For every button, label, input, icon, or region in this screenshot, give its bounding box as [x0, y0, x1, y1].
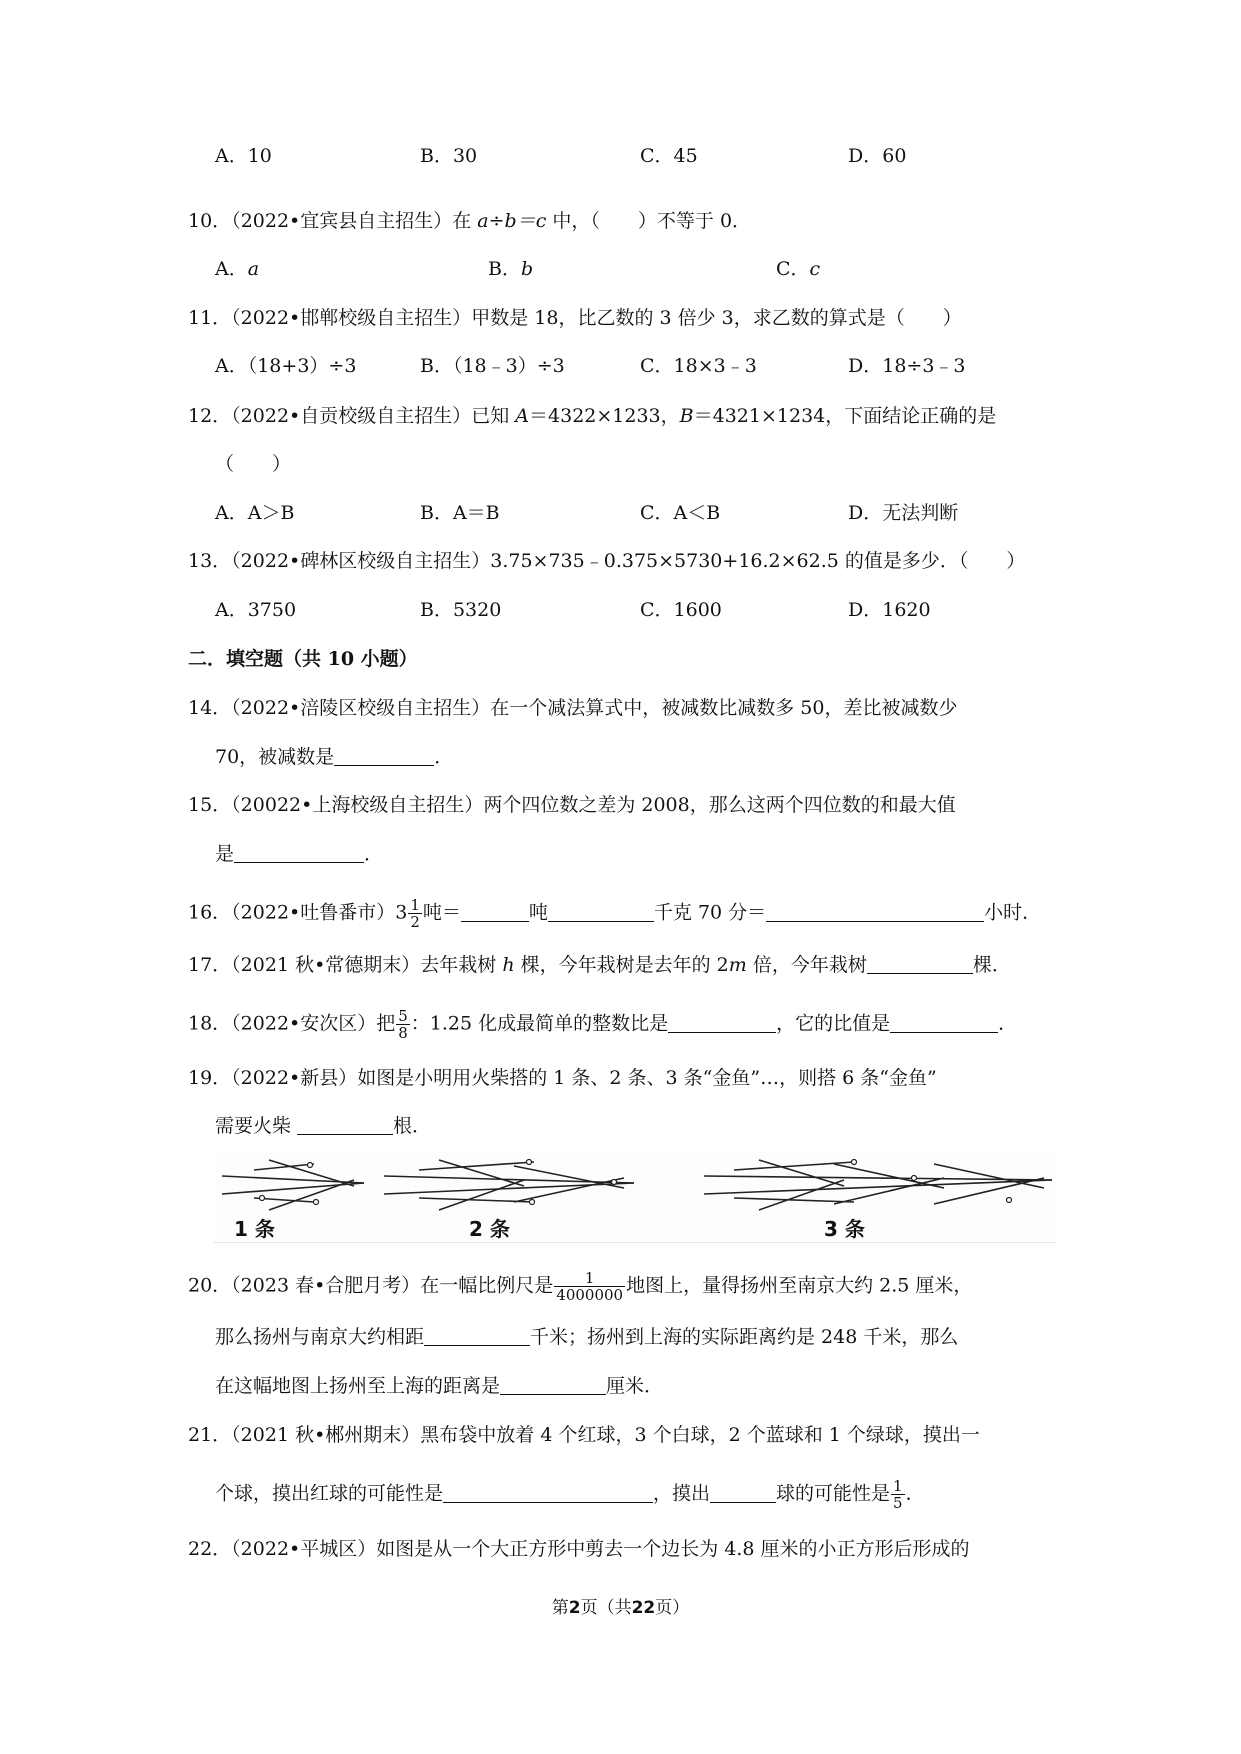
figure-label-3: 3 条 [824, 1217, 865, 1241]
q22-line1: 22．（2022•平城区）如图是从一个大正方形中剪去一个边长为 4.8 厘米的小正方形后形成的 [188, 1538, 970, 1560]
q21-line1: 21．（2021 秋•郴州期末）黑布袋中放着 4 个红球，3 个白球，2 个蓝球和 1 个绿球，摸出一 [188, 1424, 980, 1446]
q13-stem: 13．（2022•碑林区校级自主招生）3.75×735﹣0.375×5730+16.2×62.5 的值是多少．（ ） [188, 550, 1026, 572]
q13-option-d: D．1620 [848, 599, 931, 621]
q17-stem: 17．（2021 秋•常德期末）去年栽树 h 棵，今年栽树是去年的 2m 倍，今年栽树 棵． [188, 954, 1011, 976]
q11-option-b: B．（18﹣3）÷3 [420, 355, 565, 377]
q12-option-a: A．A＞B [215, 502, 295, 524]
q12-option-d: D．无法判断 [848, 502, 959, 524]
q18-blank-1[interactable] [668, 1012, 776, 1033]
q9-option-a: A．10 [215, 145, 272, 167]
q19-answer-blank[interactable] [297, 1114, 393, 1135]
q20-line3: 在这幅地图上扬州至上海的距离是 厘米． [215, 1375, 664, 1397]
q19-line1: 19．（2022•新县）如图是小明用火柴搭的 1 条、2 条、3 条“金鱼”…，则搭 6 条“金鱼” [188, 1067, 937, 1089]
page-total: 22 [631, 1598, 656, 1618]
q21-blank-1[interactable] [443, 1482, 653, 1503]
q18-stem: 18．（2022•安次区）把 $\frac{5}{8}$ ：1.25 化成最简单的整数比是 ，它的比值是 ． [188, 1007, 1018, 1042]
q21-fraction: $\frac{1}{5}$ [893, 1477, 903, 1512]
q11-stem: 11．（2022•邯郸校级自主招生）甲数是 18，比乙数的 3 倍少 3，求乙数的算式是（ ） [188, 307, 962, 329]
q18-blank-2[interactable] [890, 1012, 998, 1033]
q11-option-a: A．（18+3）÷3 [215, 355, 357, 377]
q20-fraction: $\frac{1}{4000000}$ [556, 1269, 624, 1304]
q17-answer-blank[interactable] [867, 953, 973, 974]
q19-line2: 需要火柴 根． [215, 1115, 432, 1137]
q16-stem: 16．（2022•吐鲁番市）3 $\frac{1}{2}$ 吨＝ 吨 千克 70 分＝ 小时． [188, 896, 1042, 931]
page-footer: 第2页（共22页） [551, 1598, 690, 1618]
q9-option-c: C．45 [640, 145, 698, 167]
q14-answer-blank[interactable] [334, 745, 434, 766]
q13-option-a: A．3750 [215, 599, 297, 621]
q9-option-d: D．60 [848, 145, 907, 167]
q14-line2: 70，被减数是 ． [215, 746, 454, 768]
q12-option-b: B．A＝B [420, 502, 500, 524]
figure-label-1: 1 条 [234, 1217, 275, 1241]
q16-blank-1[interactable] [461, 901, 529, 922]
q10-stem: 10．（2022•宜宾县自主招生）在 a÷b＝c 中，（ ）不等于 0． [188, 210, 752, 232]
q9-option-b: B．30 [420, 145, 478, 167]
q16-blank-3[interactable] [766, 901, 984, 922]
q13-option-b: B．5320 [420, 599, 502, 621]
q21-line2: 个球，摸出红球的可能性是 ，摸出 球的可能性是 $\frac{1}{5}$ ． [215, 1477, 925, 1512]
q10-option-a: A．a [215, 258, 260, 280]
q20-line1: 20．（2023 春•合肥月考）在一幅比例尺是 $\frac{1}{4000000}$ 地图上，量得扬州至南京大约 2.5 厘米， [188, 1269, 973, 1304]
q10-option-c: C．c [776, 258, 821, 280]
q21-blank-2[interactable] [710, 1482, 776, 1503]
q16-blank-2[interactable] [548, 901, 654, 922]
q16-fraction: $\frac{1}{2}$ [410, 896, 420, 931]
q18-fraction: $\frac{5}{8}$ [398, 1007, 408, 1042]
q10-option-b: B．b [488, 258, 534, 280]
q19-figure [214, 1150, 1056, 1243]
q20-blank-1[interactable] [424, 1325, 530, 1346]
q20-line2: 那么扬州与南京大约相距 千米；扬州到上海的实际距离约是 248 千米，那么 [215, 1326, 959, 1348]
q14-line1: 14．（2022•涪陵区校级自主招生）在一个减法算式中，被减数比减数多 50，差比被减数少 [188, 697, 958, 719]
section-heading: 二．填空题（共 10 小题） [188, 648, 418, 670]
q13-option-c: C．1600 [640, 599, 722, 621]
figure-label-2: 2 条 [469, 1217, 510, 1241]
q11-option-c: C．18×3﹣3 [640, 355, 757, 377]
q15-answer-blank[interactable] [234, 842, 364, 863]
q12-paren: （ ） [215, 453, 292, 475]
goldfish-figure-svg [214, 1150, 1056, 1242]
q12-stem: 12．（2022•自贡校级自主招生）已知 A＝4322×1233，B＝4321×1234，下面结论正确的是 [188, 405, 997, 427]
q20-blank-2[interactable] [500, 1374, 606, 1395]
q11-option-d: D．18÷3﹣3 [848, 355, 966, 377]
q15-line1: 15．（20022•上海校级自主招生）两个四位数之差为 2008，那么这两个四位数的和最大值 [188, 794, 956, 816]
q15-line2: 是 ． [215, 843, 384, 865]
q12-option-c: C．A＜B [640, 502, 721, 524]
page-number: 2 [568, 1598, 581, 1618]
